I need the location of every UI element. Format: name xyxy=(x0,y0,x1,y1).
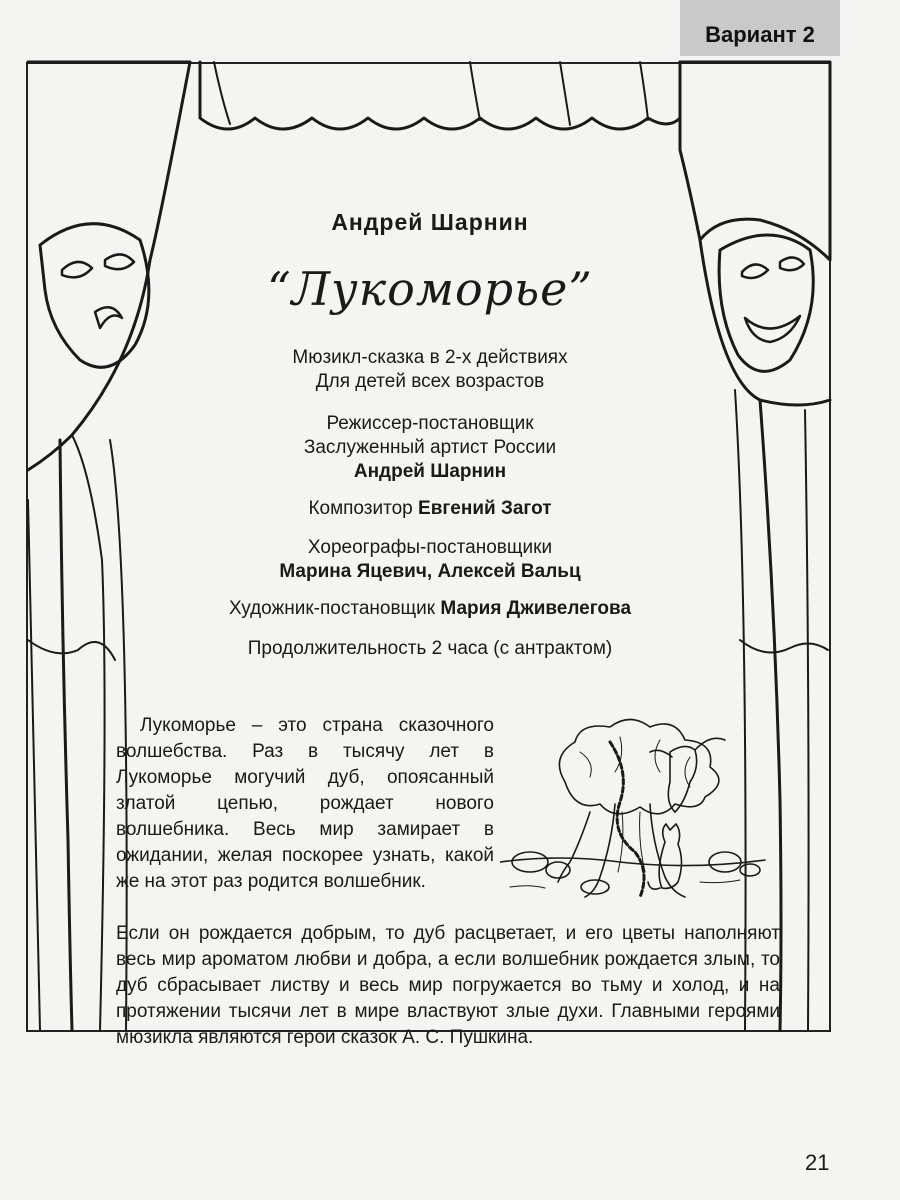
poster-author: Андрей Шарнин xyxy=(331,209,529,235)
composer-name: Евгений Загот xyxy=(418,498,552,519)
designer-name: Мария Дживелегова xyxy=(440,598,632,619)
designer-line xyxy=(160,597,700,621)
play-title: “Лукоморье” xyxy=(267,262,593,316)
director-title: Заслуженный артист России xyxy=(303,437,557,458)
play-subtitle: Мюзикл-сказка в 2-х действиях xyxy=(292,347,568,368)
variant-label: Вариант 2 xyxy=(705,22,815,47)
play-audience: Для детей всех возрастов xyxy=(315,371,545,392)
body-paragraph: Если он рождается добрым, то дуб расцветает, и его цветы наполняют весь мир ароматом любви и добра, а если волшебник рождается злым, то дуб сбрасывает листву и весь мир погружается во тьму и холод, и на протяжении тысячи лет в мире властвуют злые духи. Главными героями мюзикла являются герои сказок А. С. Пушкина. xyxy=(116,923,780,1048)
tragedy-mask-icon xyxy=(40,224,149,368)
oak-tree-illustration xyxy=(500,712,770,912)
intro-paragraph: Лукоморье – это страна сказочного волшебства. Раз в тысячу лет в Лукоморье могучий дуб, опоясанный златой цепью, рождает нового волшебника. Весь мир замирает в ожидании, желая поскорее узнать, какой же на этот раз родится волшебник. xyxy=(116,715,494,892)
director-name: Андрей Шарнин xyxy=(353,461,507,482)
designer-role: Художник-постановщик xyxy=(228,598,436,619)
play-duration: Продолжительность 2 часа (с антрактом) xyxy=(247,638,613,659)
page-number: 21 xyxy=(805,1150,830,1175)
composer-role: Композитор xyxy=(308,498,413,519)
choreographers-role: Хореографы-постановщики xyxy=(307,537,553,558)
comedy-mask-icon xyxy=(719,235,813,371)
director-role: Режиссер-постановщик xyxy=(326,413,534,434)
composer-line xyxy=(160,497,700,521)
valance xyxy=(200,62,680,129)
choreographers-names: Марина Яцевич, Алексей Вальц xyxy=(279,561,581,582)
